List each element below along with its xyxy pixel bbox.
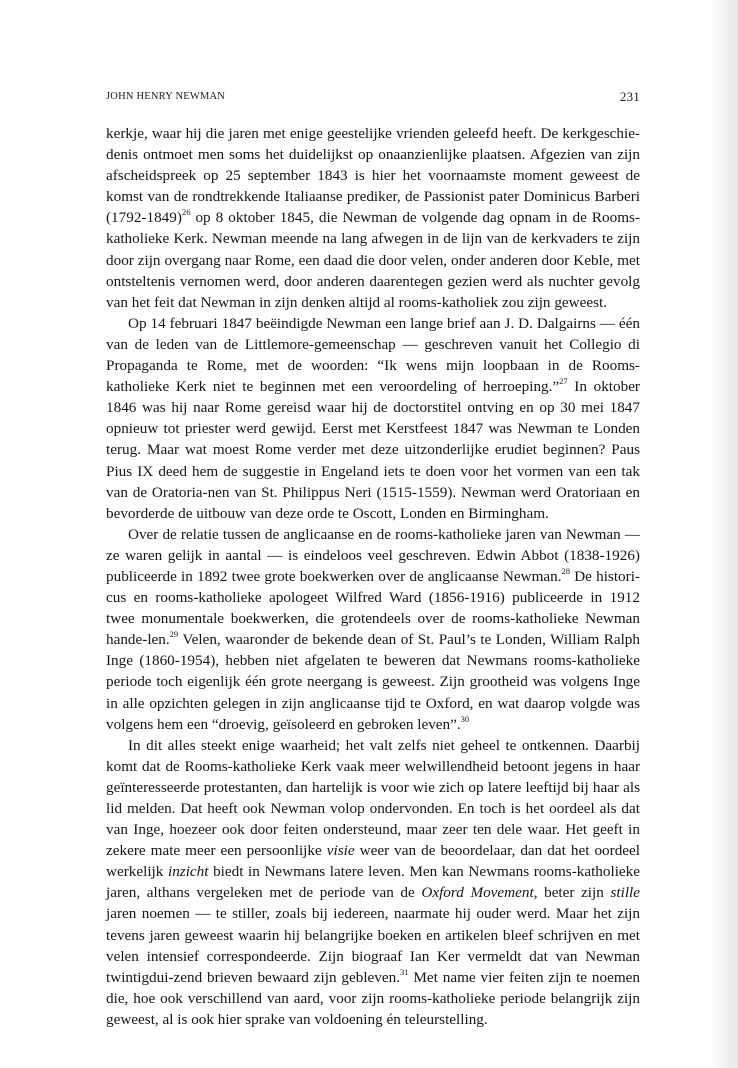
page-number: 231 [619,89,640,104]
text-run: Met name vier feiten zijn te noemen die, hoe ook verschillend van aard, voor zijn rooms-katholieke periode belangrijk zijn geweest, al is ook hier sprake van voldoening én teleurstelling. [106,968,640,1028]
text-run: Velen, waaronder de bekende dean of St. Paul’s te Londen, William Ralph Inge (1860-1954), hebben niet afgelaten te beweren dat Newmans rooms-katholieke periode toch eigenlijk één grote neergang is geweest. Zijn grootheid was volgens Inge in alle opzichten gelegen in zijn anglicaanse tijd te Oxford, en wat daarop volgde was volgens hem een “droevig, geïsoleerd en gebroken leven”. [106,631,640,733]
text-run: biedt in Newmans latere leven. Men kan Newmans rooms-katholieke jaren, althans vergeleken met de periode van de [106,863,641,902]
page-edge-shadow [710,0,738,1068]
text-run: op 8 oktober 1845, die Newman de volgende dag opnam in de Rooms-katholieke Kerk. Newman meende na lang afwegen in de lijn van de kerkvaders te zijn door zijn overgang naar Rome, een daad die door velen, onder anderen door Keble, met ontsteltenis vernomen werd, door anderen daarentegen gezien werd als nuchter gevolg van het feit dat Newman in zijn denken altijd al rooms-katholiek zou zijn geweest. [106,209,640,311]
italic-term: inzicht [167,863,209,881]
text-run: Op 14 februari 1847 beëindigde Newman een lange brief aan J. D. Dalgairns — één van de leden van de Littlemore-gemeenschap — geschreven vanuit het Collegio di Propaganda te Rome, met de woorden: “Ik wens mijn loopbaan in de Rooms-katholieke Kerk niet te beginnen met een veroordeling of herroeping.” [106,314,640,396]
text-run: weer van de beoordelaar, dan dat het oordeel werkelijk [106,842,640,881]
text-run: , beter zijn [533,884,611,902]
text-run: kerkje, waar hij die jaren met enige geestelijke vrienden geleefd heeft. De kerkgeschie-denis ontmoet men soms het duidelijkst op onaanzienlijke plaatsen. Afgezien van zijn afscheidspreek op 25 september 1843 is hier het voornaamste moment geweest de komst van de rondtrekkende Italiaanse prediker, de Passionist pater Dominicus Barberi (1792-1849) [106,125,640,227]
text-run: In dit alles steekt enige waarheid; het valt zelfs niet geheel te ontkennen. Daarbij komt dat de Rooms-katholieke Kerk vaak meer welwillendheid betoont jegens in haar geïnteresseerde protestanten, dan hartelijk is voor wie zich op latere leeftijd bij haar als lid melden. Dat heeft ook Newman volop ondervonden. En toch is het oordeel als dat van Inge, hoezeer ook door feiten ondersteund, maar zeer ten dele waar. Het geeft in zekere mate meer een persoonlijke [106,736,640,860]
running-head [106,91,640,102]
text-run: De histori-cus en rooms-katholieke apologeet Wilfred Ward (1856-1916) publiceerde in 1912 twee monumentale boekwerken, die grotendeels over de rooms-katholieke Newman hande-len. [106,567,640,649]
paragraph-4 [106,735,640,1030]
footnote-ref-29: 29 [169,629,179,640]
footnote-ref-26: 26 [181,207,191,218]
italic-term: Oxford Movement [421,884,534,902]
italic-term: stille [610,884,640,902]
running-title: JOHN HENRY NEWMAN [106,91,226,102]
text-run: jaren noemen — te stiller, zoals bij iedereen, naarmate hij ouder werd. Maar het zijn tevens jaren geweest waarin hij belangrijke boeken en artikelen bleef schrijven en met velen intensief correspondeerde. Zijn biograaf Ian Ker vermeldt dat van Newman twintigdui-zend brieven bewaard zijn gebleven. [106,905,640,986]
footnote-ref-31: 31 [400,966,409,977]
paragraph-3 [106,524,640,735]
paragraph-2 [106,313,640,524]
paragraph-1 [106,123,640,313]
footnote-ref-27: 27 [559,376,568,387]
footnote-ref-28: 28 [561,565,571,576]
body-text [106,123,640,1030]
text-run: In oktober 1846 was hij naar Rome gereisd waar hij de doctorstitel ontving en op 30 mei 1847 opnieuw tot priester werd gewijd. Eerst met Kerstfeest 1847 was Newman te Londen terug. Maar wat moest Rome verder met deze uitzonderlijke erudiet beginnen? Paus Pius IX deed hem de suggestie in Engeland iets te doen voor het vormen van een tak van de Oratoria-nen van St. Philippus Neri (1515-1559). Newman werd Oratoriaan en bevorderde de uitbouw van deze orde te Oscott, Londen en Birmingham. [106,378,640,522]
italic-term: visie [326,842,355,860]
text-run: Over de relatie tussen de anglicaanse en de rooms-katholieke jaren van Newman — ze waren gelijk in aantal — is eindeloos veel geschreven. Edwin Abbot (1838-1926) publiceerde in 1892 twee grote boekwerken over de anglicaanse Newman. [106,525,640,585]
footnote-ref-30: 30 [460,713,470,724]
